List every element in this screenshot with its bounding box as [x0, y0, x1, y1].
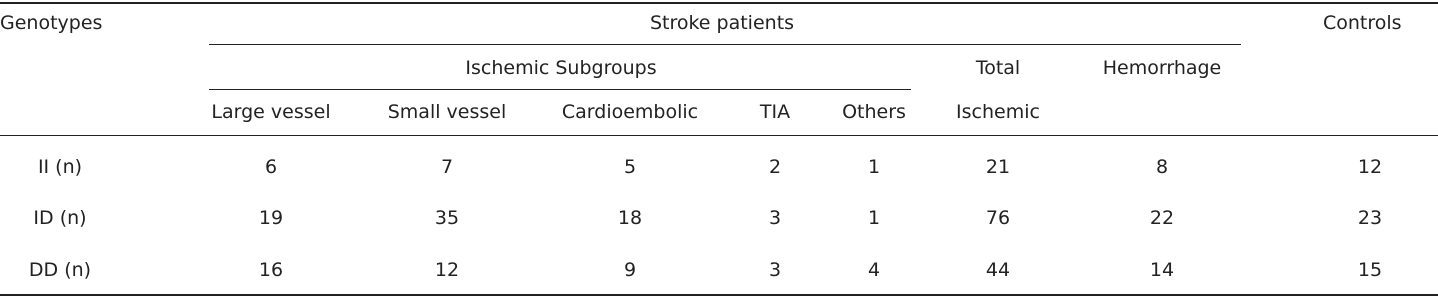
- table-cell: 1: [867, 207, 881, 229]
- header-ischemic: Ischemic: [956, 101, 1040, 123]
- table-cell: 18: [617, 207, 643, 229]
- table-cell: 23: [1357, 207, 1383, 229]
- header-hemorrhage: Hemorrhage: [1102, 57, 1222, 79]
- table-cell: 9: [623, 259, 637, 281]
- header-stroke-patients: Stroke patients: [649, 12, 795, 34]
- header-bottom-rule: [0, 135, 1438, 136]
- top-rule: [0, 2, 1438, 4]
- header-cardioembolic: Cardioembolic: [561, 101, 699, 123]
- table-cell: 14: [1149, 259, 1175, 281]
- table-cell: 12: [434, 259, 460, 281]
- table-cell: 3: [768, 207, 782, 229]
- header-controls: Controls: [1323, 12, 1402, 34]
- table-cell: 22: [1149, 207, 1175, 229]
- header-small-vessel: Small vessel: [387, 101, 507, 123]
- table-cell: 7: [440, 156, 454, 178]
- table-cell: 3: [768, 259, 782, 281]
- header-genotypes: Genotypes: [0, 12, 103, 34]
- row-genotype: DD (n): [28, 259, 92, 281]
- bottom-rule: [0, 294, 1438, 296]
- table-cell: 5: [623, 156, 637, 178]
- table-cell: 1: [867, 156, 881, 178]
- header-ischemic-subgroups: Ischemic Subgroups: [465, 57, 657, 79]
- header-tia: TIA: [759, 101, 791, 123]
- table-cell: 4: [867, 259, 881, 281]
- header-others: Others: [842, 101, 906, 123]
- table-cell: 44: [985, 259, 1011, 281]
- table-cell: 2: [768, 156, 782, 178]
- table-cell: 12: [1357, 156, 1383, 178]
- stroke-patients-rule: [209, 44, 1241, 45]
- header-large-vessel: Large vessel: [211, 101, 331, 123]
- table-cell: 16: [258, 259, 284, 281]
- table-cell: 15: [1357, 259, 1383, 281]
- ischemic-subgroups-rule: [209, 89, 911, 90]
- table-cell: 6: [264, 156, 278, 178]
- table-cell: 35: [434, 207, 460, 229]
- table-cell: 21: [985, 156, 1011, 178]
- table-cell: 8: [1155, 156, 1169, 178]
- table-cell: 76: [985, 207, 1011, 229]
- row-genotype: ID (n): [33, 207, 87, 229]
- header-total: Total: [975, 57, 1021, 79]
- row-genotype: II (n): [37, 156, 83, 178]
- table-cell: 19: [258, 207, 284, 229]
